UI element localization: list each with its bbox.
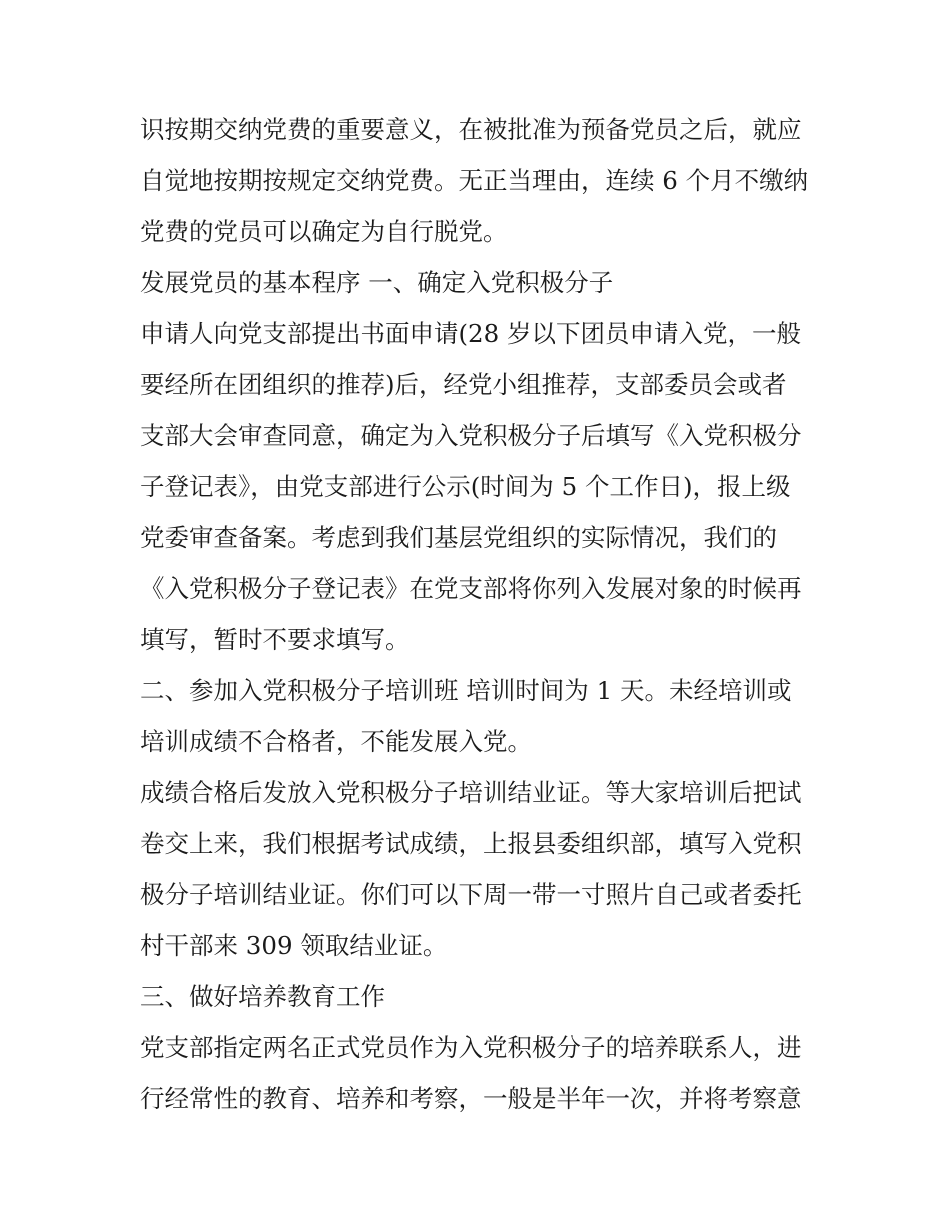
text-line: 《入党积极分子登记表》在党支部将你列入发展对象的时候再	[140, 574, 802, 603]
section-heading: 二、参加入党积极分子培训班 培训时间为 1 天。未经培训或	[140, 676, 792, 705]
text-line: 极分子培训结业证。你们可以下周一带一寸照片自己或者委托	[140, 880, 802, 909]
section-heading: 发展党员的基本程序 一、确定入党积极分子	[140, 268, 614, 297]
text-line: 支部大会审查同意，确定为入党积极分子后填写《入党积极分	[140, 421, 802, 450]
text-line: 申请人向党支部提出书面申请(28 岁以下团员申请入党，一般	[140, 319, 802, 348]
text-line: 卷交上来，我们根据考试成绩，上报县委组织部，填写入党积	[140, 829, 802, 858]
text-line: 要经所在团组织的推荐)后，经党小组推荐，支部委员会或者	[140, 370, 787, 399]
text-line: 培训成绩不合格者，不能发展入党。	[140, 727, 532, 756]
text-line: 行经常性的教育、培养和考察，一般是半年一次，并将考察意	[140, 1084, 802, 1113]
text-line: 自觉地按期按规定交纳党费。无正当理由，连续 6 个月不缴纳	[140, 166, 809, 195]
text-line: 成绩合格后发放入党积极分子培训结业证。等大家培训后把试	[140, 778, 802, 807]
section-heading: 三、做好培养教育工作	[140, 982, 385, 1011]
text-line: 子登记表》，由党支部进行公示(时间为 5 个工作日)，报上级	[140, 472, 791, 501]
text-line: 村干部来 309 领取结业证。	[140, 931, 448, 960]
text-line: 党费的党员可以确定为自行脱党。	[140, 217, 508, 246]
text-line: 党委审查备案。考虑到我们基层党组织的实际情况，我们的	[140, 523, 777, 552]
text-line: 填写，暂时不要求填写。	[140, 625, 410, 654]
text-line: 党支部指定两名正式党员作为入党积极分子的培养联系人，进	[140, 1033, 802, 1062]
body-text	[140, 104, 820, 1124]
text-line: 识按期交纳党费的重要意义，在被批准为预备党员之后，就应	[140, 115, 802, 144]
